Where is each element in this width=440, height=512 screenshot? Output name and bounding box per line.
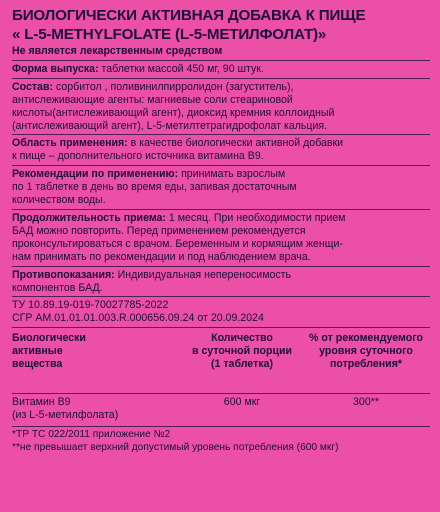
form-label: Форма выпуска: <box>12 62 99 75</box>
duration-line: БАД можно повторить. Перед применением рекомендуется <box>12 224 306 237</box>
table-row <box>12 396 430 424</box>
duration-line: нам принимать по рекомендации и под наблюдением врача. <box>12 250 311 263</box>
divider <box>12 78 430 79</box>
header-text: потребления* <box>330 358 402 371</box>
divider <box>12 165 430 166</box>
divider <box>12 296 430 297</box>
form-section <box>12 63 430 76</box>
recommendations-section <box>12 168 430 207</box>
header-text: (1 таблетка) <box>211 358 273 371</box>
composition-line: кислоты(антислеживающий агент), диоксид кремния коллоидный <box>12 106 335 119</box>
contraindications-label: Противопоказания: <box>12 268 115 281</box>
duration-line: 1 месяц. При необходимости прием <box>165 211 346 224</box>
application-section <box>12 137 430 163</box>
header-text: в суточной порции <box>192 345 292 358</box>
contraindications-line: Индивидуальная непереносимость <box>114 268 292 281</box>
application-label: Область применения: <box>12 137 128 150</box>
divider <box>12 60 430 61</box>
header-substances <box>12 332 86 371</box>
divider <box>12 426 430 427</box>
duration-label: Продолжительность приема: <box>12 211 166 224</box>
recommendations-line: по 1 таблетке в день во время еды, запивая достаточным <box>12 181 297 194</box>
header-text: активные <box>12 345 63 358</box>
composition-line: антислеживающие агенты: магниевые соли стеариновой <box>12 93 293 106</box>
footnote: *ТР ТС 022/2011 приложение №2 <box>12 429 171 441</box>
not-medicine-note: Не является лекарственным средством <box>12 45 223 57</box>
composition-label: Состав: <box>12 80 53 93</box>
footnote: **не превышает верхний допустимый уровень потребления (600 мкг) <box>12 441 339 453</box>
tu-code: ТУ 10.89.19-019-70027785-2022 <box>12 299 169 312</box>
divider <box>12 327 430 328</box>
divider <box>12 209 430 210</box>
contraindications-line: компонентов БАД. <box>12 281 103 294</box>
title-line-2: « L-5-METHYLFOLATE (L-5-МЕТИЛФОЛАТ)» <box>12 26 327 43</box>
recommendations-line: количеством воды. <box>12 194 106 207</box>
header-amount <box>182 332 302 371</box>
form-text: таблетки массой 450 мг, 90 штук. <box>98 62 264 75</box>
application-line: к пище – дополнительного источника витамина В9. <box>12 150 264 163</box>
composition-line: сорбитол , поливинилпирролидон (загуститель), <box>53 80 294 93</box>
divider <box>12 393 430 394</box>
composition-line: (антислеживающий агент), L-5-метилтетрагидрофолат кальция. <box>12 119 328 132</box>
header-text: вещества <box>12 358 63 371</box>
row-percent: 300** <box>353 396 379 409</box>
header-text: уровня суточного <box>319 345 413 358</box>
row-substance <box>12 396 118 422</box>
duration-line: проконсультироваться с врачом. Беременным и кормящим женщи- <box>12 237 343 250</box>
divider <box>12 266 430 267</box>
application-line: в качестве биологически активной добавки <box>127 137 344 150</box>
contraindications-section <box>12 269 430 295</box>
header-text: Биологически <box>12 332 86 345</box>
divider <box>12 134 430 135</box>
nutrition-table-header <box>12 332 430 392</box>
duration-section <box>12 212 430 264</box>
substance-source: (из L-5-метилфолата) <box>12 409 119 422</box>
composition-section <box>12 81 430 133</box>
title-line-1: БИОЛОГИЧЕСКИ АКТИВНАЯ ДОБАВКА К ПИЩЕ <box>12 7 366 24</box>
header-percent <box>304 332 428 371</box>
sgr-code: СГР АМ.01.01.01.003.R.000656.09.24 от 20.09.2024 <box>12 312 264 325</box>
recommendations-label: Рекомендации по применению: <box>12 168 179 181</box>
substance-name: Витамин В9 <box>12 396 71 409</box>
recommendations-line: принимать взрослым <box>178 168 286 181</box>
row-amount: 600 мкг <box>223 396 261 409</box>
header-text: % от рекомендуемого <box>309 332 423 345</box>
header-text: Количество <box>211 332 273 345</box>
